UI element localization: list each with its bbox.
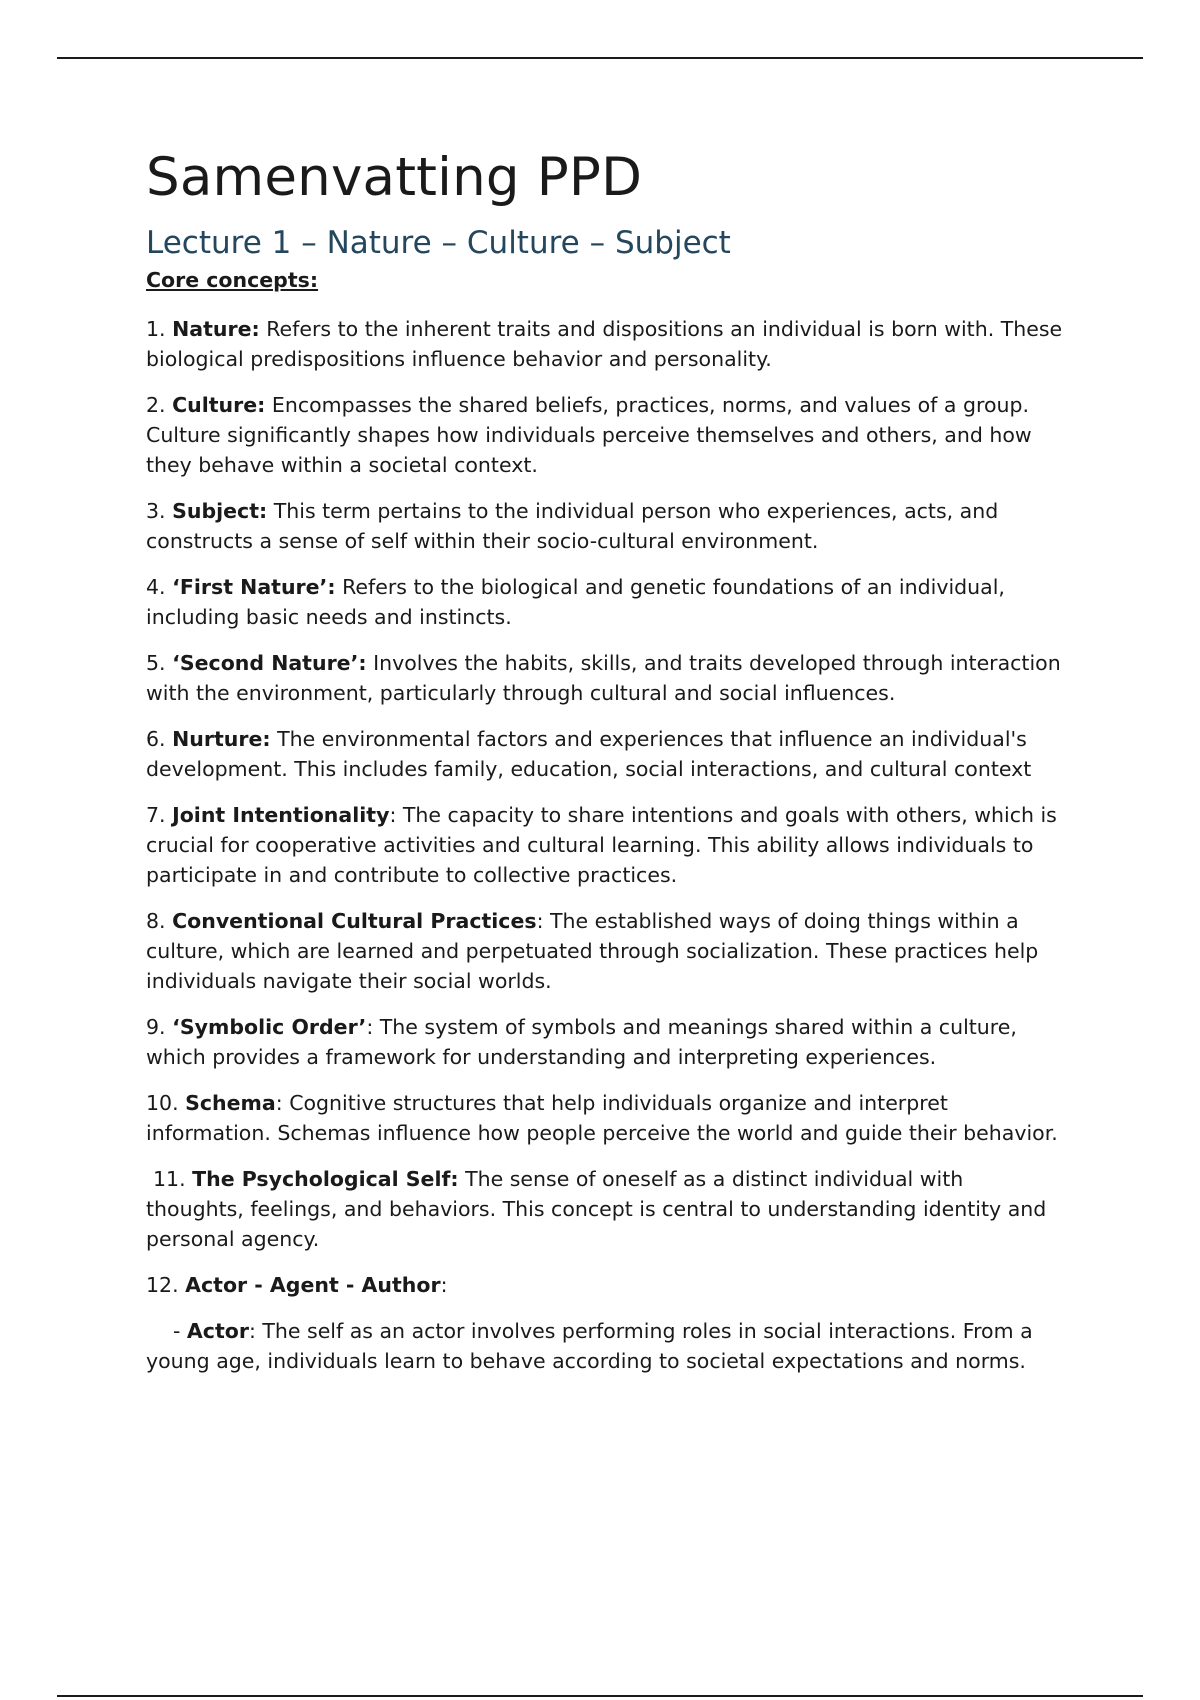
item-text: Refers to the biological and genetic foundations of an individual, including basic needs and instincts.: [146, 575, 1005, 629]
concept-item: [146, 1012, 1066, 1072]
item-term: The Psychological Self:: [192, 1167, 459, 1191]
item-text: Refers to the inherent traits and dispositions an individual is born with. These biological predispositions influence behavior and personality.: [146, 317, 1063, 371]
document-body: [146, 145, 1066, 1376]
concept-item: [146, 390, 1066, 480]
item-number: 11.: [153, 1167, 186, 1191]
sub-item-term: Actor: [186, 1319, 249, 1343]
item-number: 8.: [146, 909, 166, 933]
item-term: Nurture:: [172, 727, 271, 751]
item-text: Cognitive structures that help individuals organize and interpret information. Schemas influence how people perceive the world and guide their behavior.: [146, 1091, 1058, 1145]
concept-item: [146, 1088, 1066, 1148]
concept-item: [146, 572, 1066, 632]
bottom-rule: [57, 1695, 1143, 1697]
concept-item: [146, 906, 1066, 996]
item-number: 9.: [146, 1015, 166, 1039]
concept-item: [146, 314, 1066, 374]
item-separator: :: [440, 1273, 448, 1297]
item-text: This term pertains to the individual person who experiences, acts, and constructs a sense of self within their socio-cultural environment.: [146, 499, 999, 553]
item-text: The capacity to share intentions and goals with others, which is crucial for cooperative activities and cultural learning. This ability allows individuals to participate in and contribute to collective practices.: [146, 803, 1057, 887]
item-text: Encompasses the shared beliefs, practices, norms, and values of a group. Culture significantly shapes how individuals perceive themselves and others, and how they behave within a societal context.: [146, 393, 1032, 477]
item-text: Involves the habits, skills, and traits developed through interaction with the environment, particularly through cultural and social influences.: [146, 651, 1061, 705]
core-concepts-label: Core concepts:: [146, 268, 319, 292]
item-term: Subject:: [172, 499, 268, 523]
item-text: The system of symbols and meanings shared within a culture, which provides a framework for understanding and interpreting experiences.: [146, 1015, 1017, 1069]
concept-list: [146, 314, 1066, 1376]
concept-item: [146, 1270, 1066, 1300]
item-number: 2.: [146, 393, 166, 417]
item-number: 1.: [146, 317, 166, 341]
item-term: Nature:: [172, 317, 260, 341]
item-number: 4.: [146, 575, 166, 599]
item-number: 7.: [146, 803, 166, 827]
concept-item: [146, 496, 1066, 556]
sub-item-separator: :: [248, 1319, 256, 1343]
item-term: ‘First Nature’:: [172, 575, 336, 599]
concept-item: [146, 800, 1066, 890]
item-term: Schema: [185, 1091, 276, 1115]
section-heading: Lecture 1 – Nature – Culture – Subject: [146, 225, 731, 261]
concept-item: [146, 724, 1066, 784]
concept-item: [146, 1164, 1066, 1254]
item-term: ‘Second Nature’:: [172, 651, 367, 675]
item-separator: :: [275, 1091, 283, 1115]
item-text: The sense of oneself as a distinct individual with thoughts, feelings, and behaviors. This concept is central to understanding identity and personal agency.: [146, 1167, 1047, 1251]
item-term: Conventional Cultural Practices: [172, 909, 537, 933]
item-term: ‘Symbolic Order’: [172, 1015, 367, 1039]
item-separator: :: [389, 803, 397, 827]
sub-item-dash: -: [173, 1319, 187, 1343]
item-separator: :: [536, 909, 544, 933]
concept-item: [146, 648, 1066, 708]
concept-sub-item: [146, 1316, 1066, 1376]
item-text: The established ways of doing things within a culture, which are learned and perpetuated through socialization. These practices help individuals navigate their social worlds.: [146, 909, 1039, 993]
item-separator: :: [366, 1015, 374, 1039]
top-rule: [57, 57, 1143, 59]
item-term: Culture:: [172, 393, 266, 417]
document-title: Samenvatting PPD: [146, 147, 643, 208]
item-term: Joint Intentionality: [172, 803, 390, 827]
item-number: 12.: [146, 1273, 179, 1297]
item-term: Actor - Agent - Author: [185, 1273, 441, 1297]
item-number: 6.: [146, 727, 166, 751]
item-number: 5.: [146, 651, 166, 675]
item-text: The environmental factors and experiences that influence an individual's development. This includes family, education, social interactions, and cultural context: [146, 727, 1032, 781]
sub-item-text: The self as an actor involves performing roles in social interactions. From a young age, individuals learn to behave according to societal expectations and norms.: [146, 1319, 1033, 1373]
item-number: 3.: [146, 499, 166, 523]
item-number: 10.: [146, 1091, 179, 1115]
